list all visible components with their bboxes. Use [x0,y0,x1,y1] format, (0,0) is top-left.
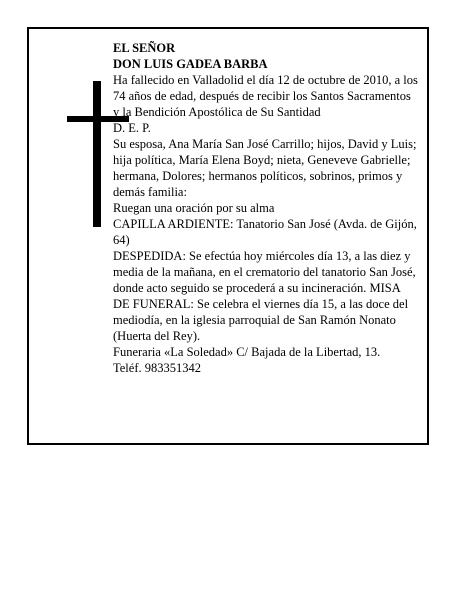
cross-vertical-bar [93,81,101,227]
notice-title-line2: DON LUIS GADEA BARBA [113,57,268,71]
notice-dep: D. E. P. [113,121,151,135]
notice-phone: Teléf. 983351342 [113,361,201,375]
notice-funeral-home: Funeraria «La Soledad» C/ Bajada de la Libertad, 13. [113,345,381,359]
notice-text [113,40,419,376]
notice-prayer: Ruegan una oración por su alma [113,201,275,215]
notice-farewell: DESPEDIDA: Se efectúa hoy miércoles día 13, a las diez y media de la mañana, en el crematorio del tanatorio San José, donde acto seguido se procederá a su incineración. MISA DE FUNERAL: Se celebra el viernes día 15, a las doce del mediodía, en la iglesia parroquial de San Ramón Nonato (Huerta del Rey). [113,249,416,343]
notice-family: Su esposa, Ana María San José Carrillo; hijos, David y Luis; hija política, María Elena Boyd; nieta, Geneveve Gabrielle; hermana, Dolores; hermanos políticos, sobrinos, primos y demás familia: [113,137,417,199]
notice-death-announcement: Ha fallecido en Valladolid el día 12 de octubre de 2010, a los 74 años de edad, después de recibir los Santos Sacramentos y la Bendición Apostólica de Su Santidad [113,73,418,119]
notice-chapel: CAPILLA ARDIENTE: Tanatorio San José (Avda. de Gijón, 64) [113,217,417,247]
notice-title-line1: EL SEÑOR [113,41,176,55]
